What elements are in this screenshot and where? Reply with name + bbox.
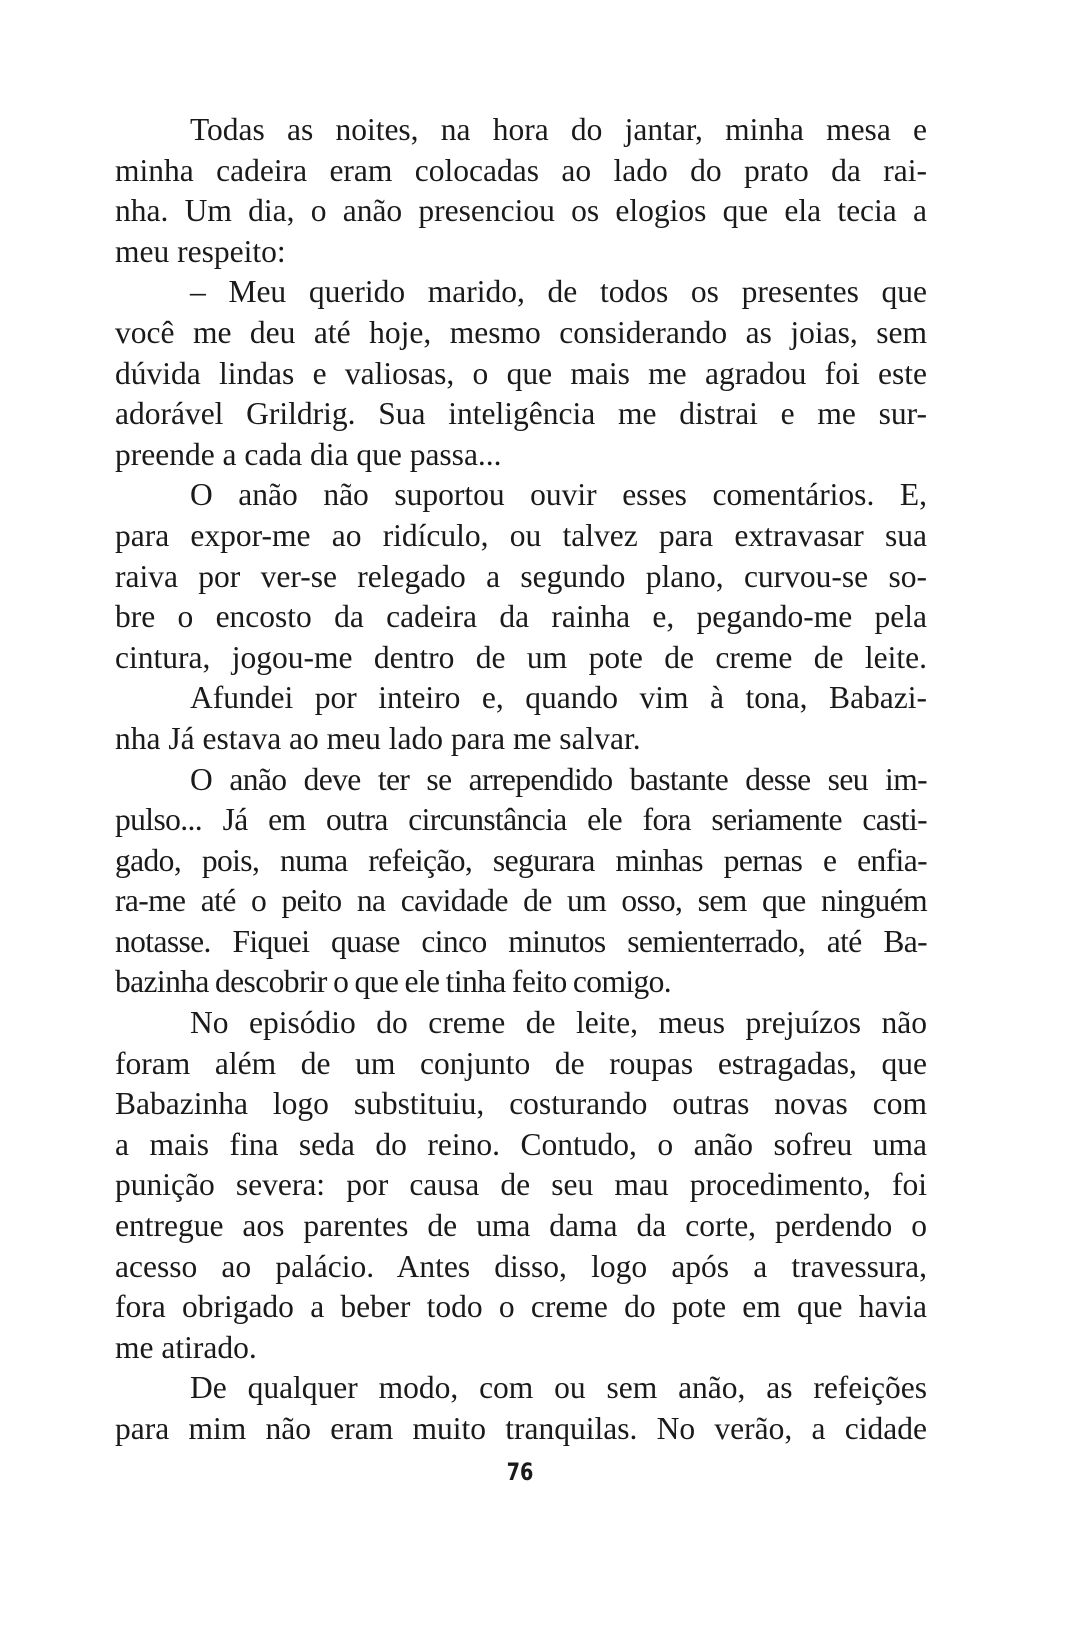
text-line: minha cadeira eram colocadas ao lado do prato da rai- bbox=[115, 152, 927, 188]
text-line: entregue aos parentes de uma dama da corte, perdendo o bbox=[115, 1208, 927, 1244]
text-line: bre o encosto da cadeira da rainha e, pegando-me pela bbox=[115, 599, 927, 635]
text-line: me atirado. bbox=[115, 1329, 257, 1365]
text-line: a mais fina seda do reino. Contudo, o anão sofreu uma bbox=[115, 1126, 927, 1162]
paragraph bbox=[115, 272, 927, 475]
text-line: O anão deve ter se arrependido bastante desse seu im- bbox=[190, 761, 927, 797]
text-line: Babazinha logo substituiu, costurando outras novas com bbox=[115, 1086, 927, 1122]
text-line: pulso... Já em outra circunstância ele fora seriamente casti- bbox=[115, 802, 927, 838]
text-line: para expor-me ao ridículo, ou talvez para extravasar sua bbox=[115, 517, 927, 553]
text-line: Todas as noites, na hora do jantar, minha mesa e bbox=[190, 112, 927, 147]
text-line: cintura, jogou-me dentro de um pote de creme de leite. bbox=[115, 639, 927, 675]
paragraph bbox=[115, 110, 927, 272]
text-line: fora obrigado a beber todo o creme do pote em que havia bbox=[115, 1289, 927, 1325]
text-line: bazinha descobrir o que ele tinha feito comigo. bbox=[115, 964, 672, 1000]
paragraph bbox=[115, 475, 927, 678]
text-line: ra-me até o peito na cavidade de um osso, sem que ninguém bbox=[115, 883, 927, 919]
text-line: – Meu querido marido, de todos os presentes que bbox=[190, 274, 927, 310]
text-line: notasse. Fiquei quase cinco minutos semienterrado, até Ba- bbox=[115, 923, 927, 959]
text-line: preende a cada dia que passa... bbox=[115, 436, 502, 472]
text-line: para mim não eram muito tranquilas. No verão, a cidade bbox=[115, 1411, 927, 1446]
text-line: acesso ao palácio. Antes disso, logo após a travessura, bbox=[115, 1248, 927, 1284]
text-line: No episódio do creme de leite, meus prejuízos não bbox=[190, 1005, 927, 1041]
page-number: 76 bbox=[506, 1458, 534, 1486]
text-line: Afundei por inteiro e, quando vim à tona, Babazi- bbox=[190, 680, 927, 716]
text-line: nha Já estava ao meu lado para me salvar. bbox=[115, 720, 641, 756]
text-line: dúvida lindas e valiosas, o que mais me agradou foi este bbox=[115, 355, 927, 391]
paragraph bbox=[115, 760, 927, 1004]
body-text bbox=[115, 110, 927, 1450]
paragraph bbox=[115, 1003, 927, 1368]
text-line: meu respeito: bbox=[115, 233, 286, 269]
paragraph bbox=[115, 1368, 927, 1449]
text-line: De qualquer modo, com ou sem anão, as refeições bbox=[190, 1370, 927, 1406]
text-line: nha. Um dia, o anão presenciou os elogios que ela tecia a bbox=[115, 193, 927, 229]
text-line: adorável Grildrig. Sua inteligência me distrai e me sur- bbox=[115, 396, 927, 432]
text-line: foram além de um conjunto de roupas estragadas, que bbox=[115, 1045, 927, 1081]
text-line: gado, pois, numa refeição, segurara minhas pernas e enfia- bbox=[115, 842, 927, 878]
paragraph bbox=[115, 678, 927, 759]
text-line: O anão não suportou ouvir esses comentários. E, bbox=[190, 477, 927, 513]
text-line: você me deu até hoje, mesmo considerando as joias, sem bbox=[115, 314, 927, 350]
text-line: raiva por ver-se relegado a segundo plano, curvou-se so- bbox=[115, 558, 927, 594]
text-line: punição severa: por causa de seu mau procedimento, foi bbox=[115, 1167, 927, 1203]
